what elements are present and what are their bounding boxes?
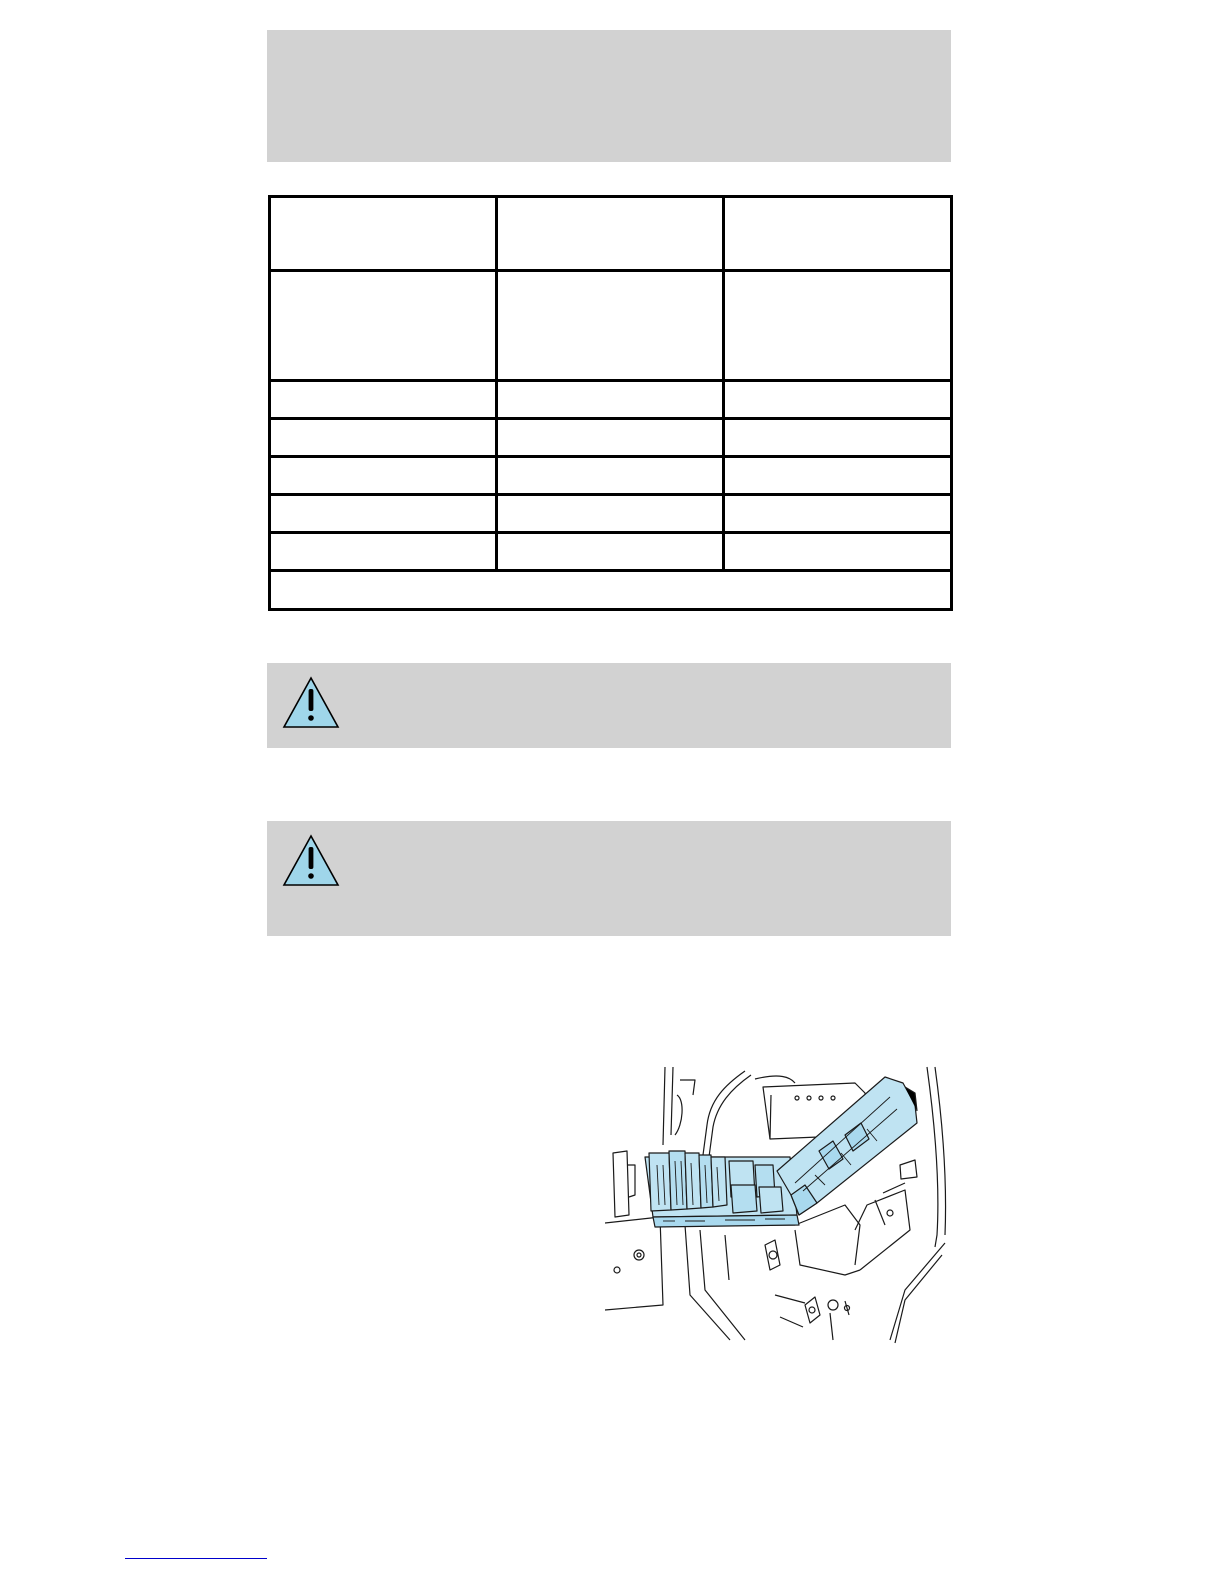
table-footnote-row xyxy=(270,571,952,610)
table-cell xyxy=(497,419,724,457)
table-row xyxy=(270,533,952,571)
table-cell xyxy=(270,457,497,495)
table-cell xyxy=(497,495,724,533)
warning-triangle-icon xyxy=(281,833,341,889)
footer-rule xyxy=(125,1558,267,1559)
table-cell xyxy=(724,381,952,419)
table-footnote xyxy=(270,571,952,610)
table-cell xyxy=(270,419,497,457)
table-cell xyxy=(724,533,952,571)
table-row xyxy=(270,271,952,381)
table-cell xyxy=(724,457,952,495)
table-row xyxy=(270,381,952,419)
warning-box xyxy=(267,821,951,936)
table-row xyxy=(270,419,952,457)
table-header-row xyxy=(270,197,952,271)
table-row xyxy=(270,495,952,533)
table-cell xyxy=(724,495,952,533)
table-cell xyxy=(497,197,724,271)
header-band xyxy=(267,30,951,162)
warning-triangle-icon xyxy=(281,675,341,731)
table-cell xyxy=(724,197,952,271)
fuse-box-illustration xyxy=(605,1065,950,1345)
table-cell xyxy=(497,533,724,571)
table-cell xyxy=(724,271,952,381)
table-cell xyxy=(270,381,497,419)
table-cell xyxy=(497,271,724,381)
table-row xyxy=(270,457,952,495)
table-cell xyxy=(270,271,497,381)
table-cell xyxy=(270,533,497,571)
fuse-table xyxy=(268,195,953,611)
table-cell xyxy=(497,381,724,419)
table-cell xyxy=(724,419,952,457)
warning-box xyxy=(267,663,951,748)
table-cell xyxy=(270,495,497,533)
table-cell xyxy=(270,197,497,271)
table-cell xyxy=(497,457,724,495)
